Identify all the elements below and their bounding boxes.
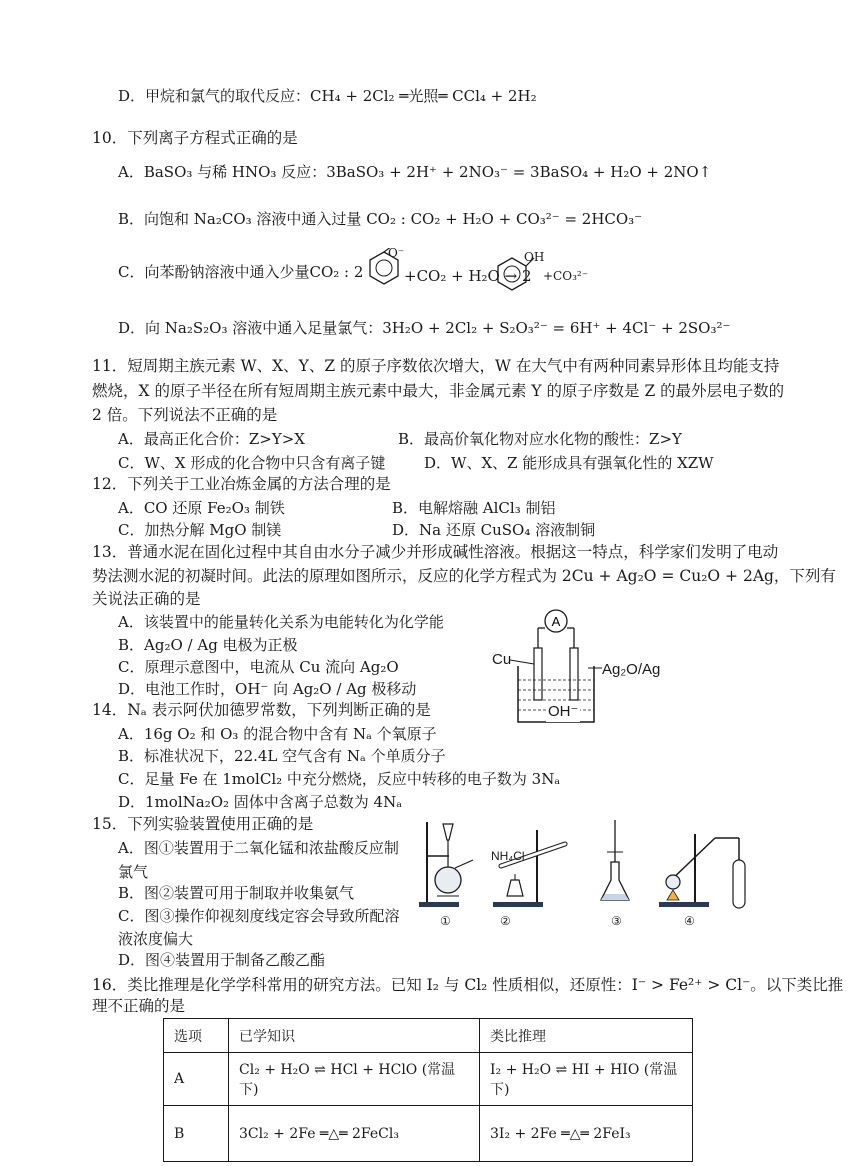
q11-stem-3: 2 倍。下列说法不正确的是 bbox=[92, 406, 278, 424]
q13-option-b: B．Ag₂O / Ag 电极为正极 bbox=[118, 636, 298, 654]
lab-apparatus-diagrams bbox=[415, 816, 755, 932]
q14-option-b: B．标准状况下，22.4L 空气含有 Nₐ 个单质分子 bbox=[118, 747, 446, 765]
table-cell: 3Cl₂ + 2Fe ═△═ 2FeCl₃ bbox=[229, 1106, 480, 1162]
q10-option-c bbox=[118, 262, 363, 282]
apparatus-2 bbox=[493, 830, 565, 907]
phenol-oh-label: OH bbox=[524, 250, 545, 264]
ag2o-electrode bbox=[570, 648, 578, 700]
q14-option-c: C．足量 Fe 在 1molCl₂ 中充分燃烧，反应中转移的电子数为 3Nₐ bbox=[118, 770, 561, 788]
fig-label-1: ① bbox=[440, 914, 451, 928]
q12-stem: 12．下列关于工业冶炼金属的方法合理的是 bbox=[92, 475, 391, 493]
fig-label-3: ③ bbox=[611, 914, 622, 928]
table-cell: Cl₂ + H₂O ⇌ HCl + HClO (常温下) bbox=[229, 1053, 480, 1106]
q13-option-a: A．该装置中的能量转化关系为电能转化为化学能 bbox=[118, 613, 444, 631]
q9-option-d: D．甲烷和氯气的取代反应：CH₄ + 2Cl₂ ═光照═ CCl₄ + 2H₂ bbox=[118, 87, 537, 105]
q14-option-a: A．16g O₂ 和 O₃ 的混合物中含有 Nₐ 个氧原子 bbox=[118, 725, 437, 743]
fig-label-4: ④ bbox=[684, 914, 695, 928]
q15-option-d: D．图④装置用于制备乙酸乙酯 bbox=[118, 951, 326, 969]
apparatus-1 bbox=[419, 822, 473, 907]
q15-option-c-2: 液浓度偏大 bbox=[118, 930, 194, 948]
analogy-table bbox=[163, 1018, 693, 1162]
q12-option-c: C．加热分解 MgO 制镁 bbox=[118, 521, 282, 539]
q13-option-c: C．原理示意图中，电流从 Cu 流向 Ag₂O bbox=[118, 658, 399, 676]
q10-stem: 10．下列离子方程式正确的是 bbox=[92, 129, 298, 147]
q16-stem-1: 16．类比推理是化学学科常用的研究方法。已知 I₂ 与 Cl₂ 性质相似，还原性：I⁻ > Fe²⁺ > Cl⁻。以下类比推 bbox=[92, 976, 844, 994]
table-header-analogy: 类比推理 bbox=[480, 1019, 693, 1053]
q14-option-d: D．1molNa₂O₂ 固体中含离子总数为 4Nₐ bbox=[118, 793, 403, 811]
cu-electrode bbox=[534, 648, 542, 700]
q15-option-c-1: C．图③操作仰视刻度线定容会导致所配溶 bbox=[118, 907, 400, 925]
table-row bbox=[164, 1106, 693, 1162]
q11-option-a: A．最高正化合价：Z>Y>X bbox=[118, 430, 305, 448]
table-cell: 3I₂ + 2Fe ═△═ 2FeI₃ bbox=[480, 1106, 693, 1162]
fig-label-2: ② bbox=[500, 914, 511, 928]
q15-option-b: B．图②装置可用于制取并收集氨气 bbox=[118, 884, 355, 902]
fig-oh-label: OH⁻ bbox=[548, 703, 579, 720]
table-cell: B bbox=[164, 1106, 229, 1162]
table-cell: A bbox=[164, 1053, 229, 1106]
q13-stem-2: 势法测水泥的初凝时间。此法的原理如图所示，反应的化学方程式为 2Cu + Ag₂O = Cu₂O + 2Ag，下列有 bbox=[92, 567, 836, 585]
electrochemical-cell-diagram bbox=[488, 606, 698, 726]
q12-option-d: D．Na 还原 CuSO₄ 溶液制铜 bbox=[392, 521, 596, 539]
q13-stem-3: 关说法正确的是 bbox=[92, 590, 201, 608]
table-row bbox=[164, 1053, 693, 1106]
q11-stem-1: 11．短周期主族元素 W、X、Y、Z 的原子序数依次增大，W 在大气中有两种同素异形体且均能支持 bbox=[92, 357, 780, 375]
q11-stem-2: 燃烧，X 的原子半径在所有短周期主族元素中最大，非金属元素 Y 的原子序数是 Z 的最外层电子数的 bbox=[92, 382, 785, 400]
q15-option-a-2: 氯气 bbox=[118, 863, 149, 881]
fig-ag2o-label: Ag₂O/Ag bbox=[602, 661, 661, 678]
q15-option-a-1: A．图①装置用于二氧化锰和浓盐酸反应制 bbox=[118, 839, 399, 857]
table-header-option: 选项 bbox=[164, 1019, 229, 1053]
q11-option-b: B．最高价氧化物对应水化物的酸性：Z>Y bbox=[398, 430, 682, 448]
q13-option-d: D．电池工作时，OH⁻ 向 Ag₂O / Ag 极移动 bbox=[118, 680, 417, 698]
table-header-known: 已学知识 bbox=[229, 1019, 480, 1053]
apparatus-4 bbox=[659, 834, 745, 908]
q11-option-d: D．W、X、Z 能形成具有强氧化性的 XZW bbox=[424, 454, 714, 472]
fig-cu-label: Cu bbox=[492, 651, 512, 668]
q10-option-b: B．向饱和 Na₂CO₃ 溶液中通入过量 CO₂ : CO₂ + H₂O + CO₃²⁻ = 2HCO₃⁻ bbox=[118, 210, 643, 228]
q16-stem-2: 理不正确的是 bbox=[92, 997, 186, 1015]
q13-stem-1: 13．普通水泥在固化过程中其自由水分子减少并形成碱性溶液。根据这一特点，科学家们发明了电动 bbox=[92, 543, 779, 561]
q10-c-suffix: +CO₃²⁻ bbox=[543, 269, 589, 283]
q14-stem: 14．Nₐ 表示阿伏加德罗常数，下列判断正确的是 bbox=[92, 701, 431, 719]
apparatus-3 bbox=[601, 820, 629, 900]
q10-c-middle: +CO₂ + H₂O → 2 bbox=[404, 267, 532, 285]
phenoxide-o-label: O⁻ bbox=[388, 246, 405, 260]
q10-option-a: A．BaSO₃ 与稀 HNO₃ 反应：3BaSO₃ + 2H⁺ + 2NO₃⁻ = 3BaSO₄ + H₂O + 2NO↑ bbox=[118, 163, 712, 181]
q10-c-prefix: C．向苯酚钠溶液中通入少量CO₂ : 2 bbox=[118, 263, 364, 281]
q11-option-c: C．W、X 形成的化合物中只含有离子键 bbox=[118, 454, 386, 472]
q12-option-b: B．电解熔融 AlCl₃ 制铝 bbox=[392, 499, 556, 517]
table-cell: I₂ + H₂O ⇌ HI + HIO (常温下) bbox=[480, 1053, 693, 1106]
table-header-row bbox=[164, 1019, 693, 1053]
q12-option-a: A．CO 还原 Fe₂O₃ 制铁 bbox=[118, 499, 285, 517]
q10-option-d: D．向 Na₂S₂O₃ 溶液中通入足量氯气：3H₂O + 2Cl₂ + S₂O₃²⁻ = 6H⁺ + 4Cl⁻ + 2SO₃²⁻ bbox=[118, 319, 731, 337]
fig-nh4cl-label: NH₄Cl bbox=[491, 849, 525, 863]
q15-stem: 15．下列实验装置使用正确的是 bbox=[92, 815, 314, 833]
ammeter-label: A bbox=[551, 614, 561, 629]
